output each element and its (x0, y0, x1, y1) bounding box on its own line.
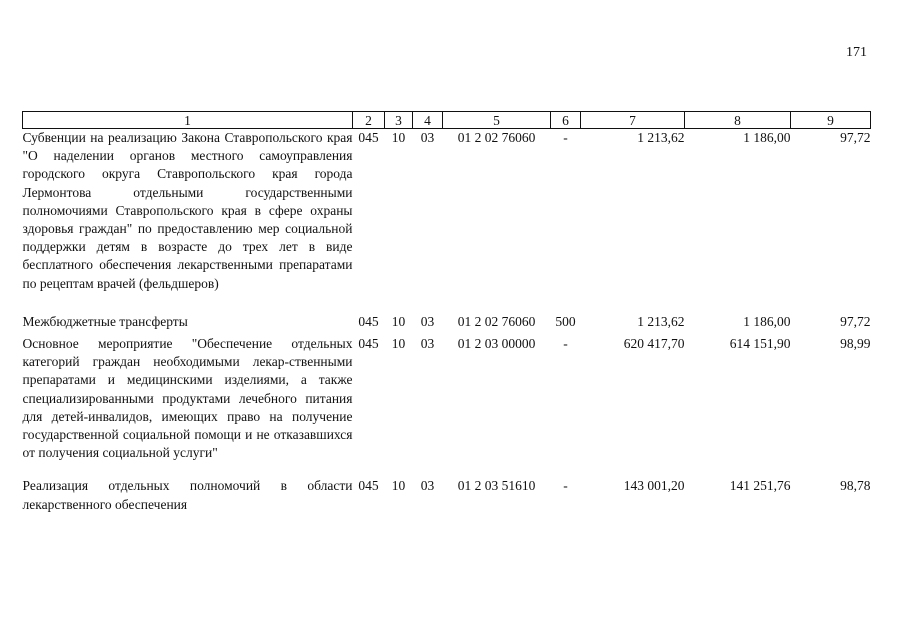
cell-planned: 1 213,62 (637, 130, 685, 145)
column-header: 6 (551, 112, 581, 129)
cell-executed: 1 186,00 (743, 130, 791, 145)
cell-expense-type: - (563, 478, 568, 494)
column-header: 7 (581, 112, 685, 129)
cell-ministry: 045 (358, 130, 379, 145)
column-header: 2 (353, 112, 385, 129)
cell-subsection: 03 (420, 336, 435, 352)
budget-table (22, 111, 871, 514)
cell-planned: 143 001,20 (623, 478, 685, 494)
cell-executed: 1 186,00 (743, 313, 791, 329)
row-name: Межбюджетные трансферты (22, 313, 188, 329)
column-header: 8 (685, 112, 791, 129)
cell-ministry: 045 (358, 478, 379, 494)
cell-executed: 614 151,90 (729, 336, 791, 352)
table-row (23, 313, 871, 335)
cell-subsection: 03 (420, 313, 435, 329)
cell-planned: 620 417,70 (623, 336, 685, 352)
cell-target-item: 01 2 02 76060 (457, 313, 536, 329)
cell-planned: 1 213,62 (637, 313, 685, 329)
row-name: Основное мероприятие "Обеспечение отдельных категорий граждан необходимыми лекар-ственными препаратами и медицинскими изделиями, а также специализированными продуктами лечебного питания для детей-инвалидов, имеющих право на получение государственной социальной помощи и не отказавшихся от получения социальной услуги" (22, 336, 353, 461)
cell-section: 10 (391, 336, 406, 352)
cell-expense-type: 500 (555, 313, 576, 329)
page-number: 171 (846, 45, 867, 60)
cell-target-item: 01 2 03 00000 (457, 336, 536, 352)
column-header: 9 (791, 112, 871, 129)
cell-subsection: 03 (420, 478, 435, 494)
cell-executed: 141 251,76 (729, 478, 791, 494)
cell-expense-type: - (563, 336, 568, 352)
cell-percent: 97,72 (840, 130, 871, 145)
cell-section: 10 (391, 478, 406, 494)
table-row (23, 477, 871, 513)
cell-percent: 98,99 (840, 336, 871, 352)
cell-percent: 98,78 (840, 478, 871, 494)
cell-section: 10 (391, 130, 406, 145)
row-name: Реализация отдельных полномочий в области лекарственного обеспечения (22, 478, 353, 512)
cell-ministry: 045 (358, 336, 379, 352)
column-header: 5 (443, 112, 551, 129)
cell-section: 10 (391, 313, 406, 329)
cell-subsection: 03 (420, 130, 435, 145)
cell-expense-type: - (563, 130, 568, 145)
column-header: 4 (413, 112, 443, 129)
cell-ministry: 045 (358, 313, 379, 329)
cell-target-item: 01 2 03 51610 (457, 478, 536, 494)
cell-target-item: 01 2 02 76060 (457, 130, 536, 145)
column-header: 1 (23, 112, 353, 129)
table-row (23, 335, 871, 477)
row-name: Субвенции на реализацию Закона Ставропольского края "О наделении органов местного самоуправления городского округа Ставропольского края города Лермонтова отдельными государственными полномочиями Ставропольского края в сфере охраны здоровья граждан" по предоставлению мер социальной поддержки детям в возрасте до трех лет в виде бесплатного обеспечения лекарственными препаратами по рецептам врачей (фельдшеров) (22, 130, 353, 291)
column-header: 3 (385, 112, 413, 129)
table-row (23, 129, 871, 313)
cell-percent: 97,72 (840, 313, 871, 329)
table-header-row (23, 112, 871, 129)
